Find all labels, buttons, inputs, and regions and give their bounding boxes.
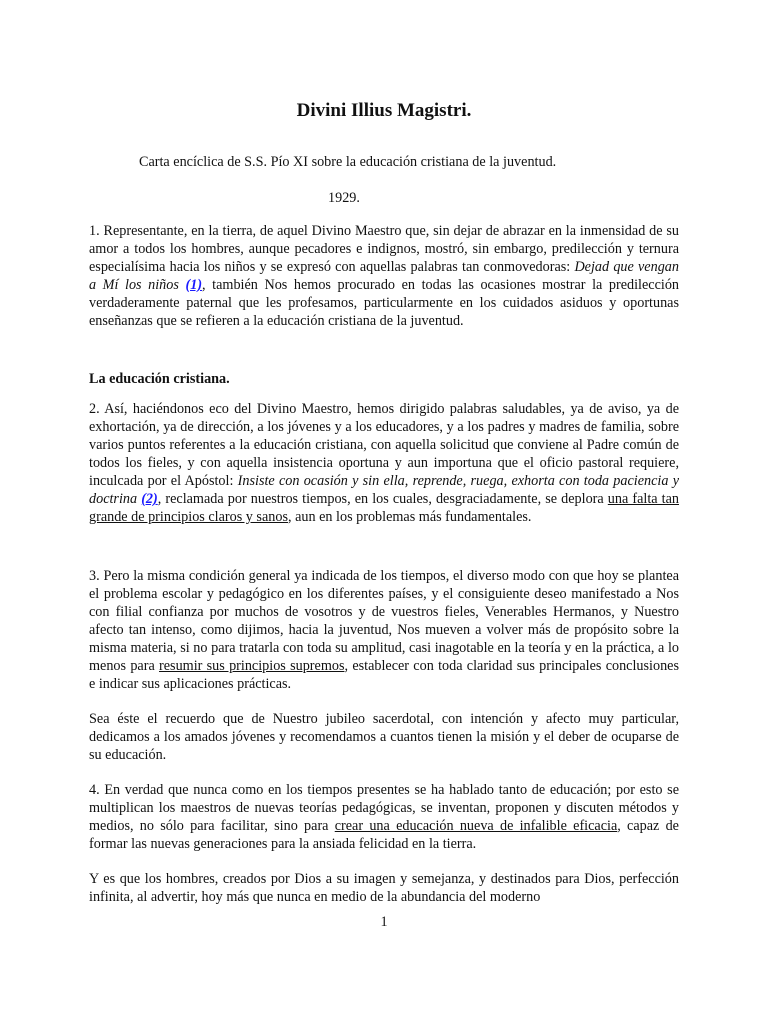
paragraph-5-text-a: 4. En verdad que nunca como en los tiempos presentes se ha hablado tanto de educación; por esto se multiplican los maestros de nuevas teorías pedagógicas, se inventan, proponen y discuten métodos y medios, no sólo para facilitar, sino para (89, 782, 679, 834)
paragraph-2-text-c: , aun en los problemas más fundamentales. (287, 509, 532, 525)
paragraph-1-quote: Dejad que vengan a Mí los niños (89, 259, 679, 293)
paragraph-2-text-b: , reclamada por nuestros tiempos, en los cuales, desgraciadamente, se deplora (157, 491, 608, 507)
paragraph-2-text-a: 2. Así, haciéndonos eco del Divino Maestro, hemos dirigido palabras saludables, ya de aviso, ya de exhortación, ya de dirección, a los jóvenes y a los educadores, y a los padres y madres de familia, sobre varios puntos referentes a la educación cristiana, con aquella solicitud que conviene al Padre común de todos los fieles, y con aquella insistencia oportuna y aun importuna que el oficio pastoral requiere, inculcada por el Apóstol: (89, 401, 679, 489)
footnote-link-2[interactable]: (2) (141, 491, 158, 507)
paragraph-6: Y es que los hombres, creados por Dios a su imagen y semejanza, y destinados para Dios, perfección infinita, al advertir, hoy más que nunca en medio de la abundancia del moderno (89, 871, 679, 905)
paragraph-3 (89, 567, 679, 693)
paragraph-2-underlined: una falta tan grande de principios claros y sanos (89, 491, 680, 525)
paragraph-2-quote: Insiste con ocasión y sin ella, reprende, ruega, exhorta con toda paciencia y doctrina (89, 473, 679, 507)
document-subtitle: Carta encíclica de S.S. Pío XI sobre la educación cristiana de la juventud. (139, 154, 557, 170)
paragraph-5-text-b: , capaz de formar las nuevas generaciones para la ansiada felicidad en la tierra. (89, 818, 679, 852)
paragraph-1 (89, 222, 679, 330)
paragraph-3-text-b: , establecer con toda claridad sus principales conclusiones e indicar sus aplicaciones prácticas. (89, 658, 679, 692)
page-number: 1 (380, 914, 388, 930)
section-heading: La educación cristiana. (89, 371, 230, 387)
paragraph-3-text-a: 3. Pero la misma condición general ya indicada de los tiempos, el diverso modo con que hoy se plantea el problema escolar y pedagógico en los diferentes países, y el consiguiente deseo manifestado a Nos con filial confianza por muchos de vosotros y de vuestros fieles, Venerables Hermanos, y Nuestro afecto tan intenso, como dijimos, hacia la juventud, Nos mueven a volver más de propósito sobre la misma materia, si no para tratarla con toda su amplitud, casi inagotable en la teoría y en la práctica, a lo menos para (89, 568, 679, 674)
paragraph-4: Sea éste el recuerdo que de Nuestro jubileo sacerdotal, con intención y afecto muy particular, dedicamos a los amados jóvenes y recomendamos a cuantos tienen la misión y el deber de ocuparse de su educación. (89, 711, 679, 763)
paragraph-5 (89, 781, 679, 853)
paragraph-5-underlined: crear una educación nueva de infalible eficacia (334, 818, 618, 834)
paragraph-1-text-b: , también Nos hemos procurado en todas las ocasiones mostrar la predilección verdaderamente paternal que les profesamos, particularmente en los cuidados asiduos y oportunas enseñanzas que se refieren a la educación cristiana de la juventud. (89, 277, 680, 329)
document-title: Divini Illius Magistri. (296, 100, 472, 121)
paragraph-3-underlined: resumir sus principios supremos (159, 658, 345, 674)
document-year: 1929. (328, 190, 360, 206)
footnote-link-1[interactable]: (1) (185, 277, 203, 293)
paragraph-2 (89, 400, 679, 526)
paragraph-1-text-a: 1. Representante, en la tierra, de aquel Divino Maestro que, sin dejar de abrazar en la inmensidad de su amor a todos los hombres, aunque pecadores e indignos, mostró, sin embargo, predilección y ternura especialísima hacia los niños y se expresó con aquellas palabras tan conmovedoras: (89, 223, 679, 275)
